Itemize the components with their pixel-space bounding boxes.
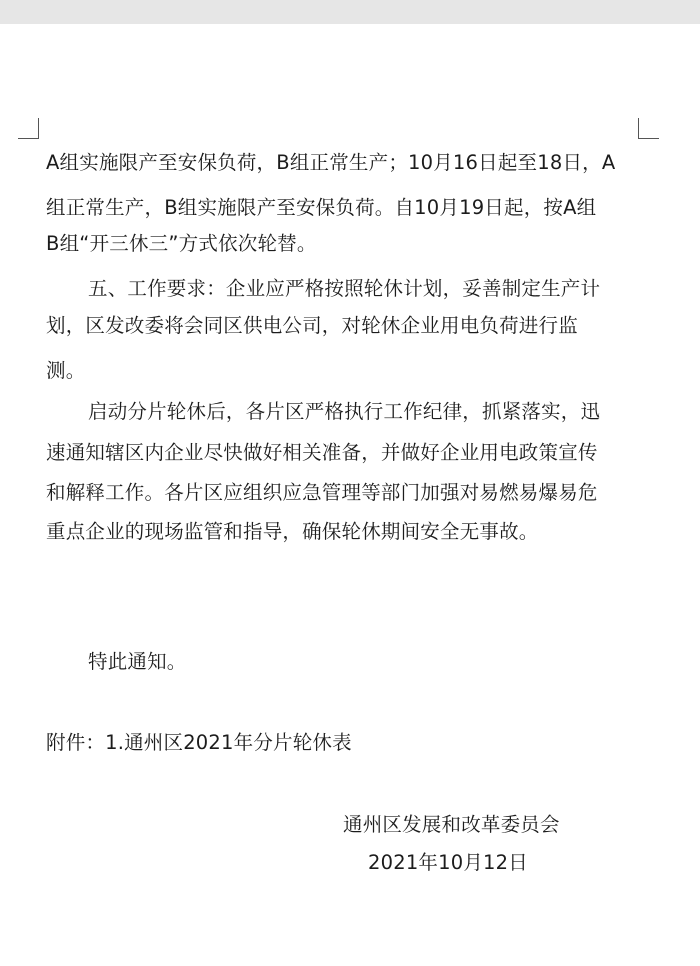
issuer-name: 通州区发展和改革委员会 bbox=[343, 813, 560, 836]
attachment-line: 附件：1.通州区2021年分片轮休表 bbox=[46, 731, 352, 754]
body-line: 组正常生产，B组实施限产至安保负荷。自10月19日起，按A组 bbox=[46, 196, 597, 219]
body-line: 划，区发改委将会同区供电公司，对轮休企业用电负荷进行监 bbox=[46, 314, 578, 337]
section-line: 五、工作要求：企业应严格按照轮休计划，妥善制定生产计 bbox=[88, 277, 601, 300]
body-line: 和解释工作。各片区应组织应急管理等部门加强对易燃易爆易危 bbox=[46, 481, 598, 504]
body-line: 测。 bbox=[46, 359, 86, 382]
closing-text: 特此通知。 bbox=[88, 650, 187, 673]
body-line: 速通知辖区内企业尽快做好相关准备，并做好企业用电政策宣传 bbox=[46, 441, 598, 464]
body-line: A组实施限产至安保负荷，B组正常生产；10月16日起至18日，A bbox=[46, 151, 616, 174]
top-strip bbox=[0, 0, 700, 24]
body-line: 启动分片轮休后，各片区严格执行工作纪律，抓紧落实，迅 bbox=[88, 400, 601, 423]
body-line: B组“开三休三”方式依次轮替。 bbox=[46, 232, 317, 255]
issue-date: 2021年10月12日 bbox=[368, 851, 528, 874]
body-line: 重点企业的现场监管和指导，确保轮休期间安全无事故。 bbox=[46, 520, 539, 543]
crop-mark-right bbox=[638, 118, 659, 139]
crop-mark-left bbox=[18, 118, 39, 139]
